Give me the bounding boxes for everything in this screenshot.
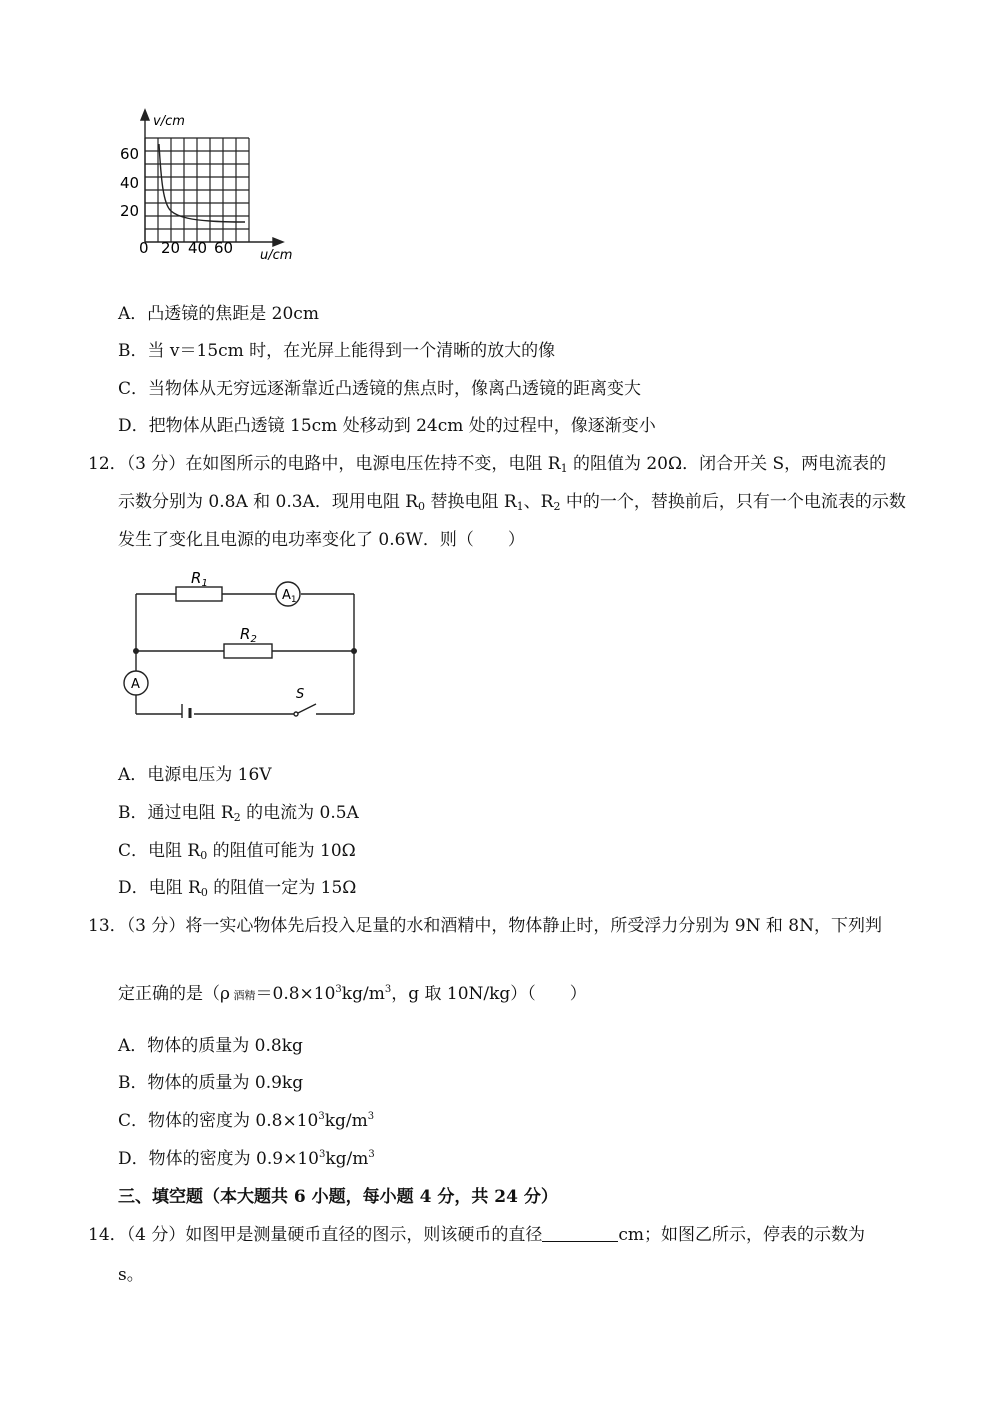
q12-option-a: A．电源电压为 16V [118, 765, 272, 785]
label-a1: $A_1$ [282, 588, 297, 605]
q12-stem-line3: 发生了变化且电源的电功率变化了 0.6W．则（ ） [118, 530, 525, 550]
x-tick-60: 60 [214, 239, 234, 257]
x-tick-40: 40 [188, 239, 208, 257]
q14-stem-line1: 14．（4 分）如图甲是测量硬币直径的图示，则该硬币的直径 cm；如图乙所示，停表的示数为 [88, 1225, 865, 1245]
q12-stem-line1: 12．（3 分）在如图所示的电路中，电源电压佐持不变，电阻 $R_1$ 的阻值为 20Ω．闭合开关 S，两电流表的 [88, 454, 887, 475]
y-tick-60: 60 [120, 145, 140, 163]
y-tick-40: 40 [120, 174, 140, 192]
resistor-r1 [176, 587, 222, 601]
label-r1: $R_1$ [191, 569, 208, 589]
graph-grid [145, 138, 249, 242]
q13-option-c: C．物体的密度为 $0.8\times 10^3kg/m^3$ [118, 1111, 375, 1131]
q12-option-c: C．电阻 $R_0$ 的阻值可能为 10Ω [118, 841, 356, 862]
q11-option-c: C．当物体从无穷远逐渐靠近凸透镜的焦点时，像离凸透镜的距离变大 [118, 379, 642, 399]
circuit-diagram [118, 568, 368, 718]
q11-option-d: D．把物体从距凸透镜 15cm 处移动到 24cm 处的过程中，像逐渐变小 [118, 416, 656, 436]
x-tick-0: 0 [139, 239, 149, 257]
x-tick-20: 20 [161, 239, 181, 257]
label-switch: S [296, 687, 305, 702]
q13-option-a: A．物体的质量为 0.8kg [118, 1036, 303, 1056]
q12-option-d: D．电阻 $R_0$ 的阻值一定为 15Ω [118, 878, 357, 899]
x-axis-label: u/cm [260, 248, 293, 263]
q11-option-a: A．凸透镜的焦距是 20cm [118, 304, 319, 324]
q11-option-b: B．当 v＝15cm 时，在光屏上能得到一个清晰的放大的像 [118, 341, 556, 361]
switch-s [294, 704, 316, 716]
q14-stem-line2: s。 [118, 1265, 144, 1285]
q13-option-b: B．物体的质量为 0.9kg [118, 1073, 304, 1093]
q13-option-d: D．物体的密度为 $0.9\times 10^3kg/m^3$ [118, 1149, 375, 1169]
label-r2: $R_2$ [240, 625, 257, 645]
q12-option-b: B．通过电阻 $R_2$ 的电流为 0.5A [118, 803, 359, 824]
graph-curve [159, 144, 245, 222]
y-tick-20: 20 [120, 202, 140, 220]
resistor-r2 [224, 644, 272, 658]
q14-answer-blank[interactable] [542, 1225, 618, 1242]
lens-graph [115, 108, 315, 268]
battery [182, 704, 190, 718]
section-3-heading: 三、填空题（本大题共 6 小题，每小题 4 分，共 24 分） [118, 1187, 558, 1207]
q12-stem-line2: 示数分别为 0.8A 和 0.3A．现用电阻 $R_0$ 替换电阻 $R_1$、$R_2$ 中的一个，替换前后，只有一个电流表的示数 [118, 492, 906, 513]
label-a: A [131, 677, 140, 692]
y-axis-label: v/cm [153, 114, 185, 129]
q13-stem-line1: 13．（3 分）将一实心物体先后投入足量的水和酒精中，物体静止时，所受浮力分别为 9N 和 8N，下列判 [88, 916, 882, 936]
junction-left [133, 648, 139, 654]
q13-stem-line2: 定正确的是（ρ 酒精$=0.8\times 10^3kg/m^3$，g 取 10N/kg）（ ） [118, 984, 587, 1004]
graph-axes [141, 110, 283, 246]
junction-right [351, 648, 357, 654]
